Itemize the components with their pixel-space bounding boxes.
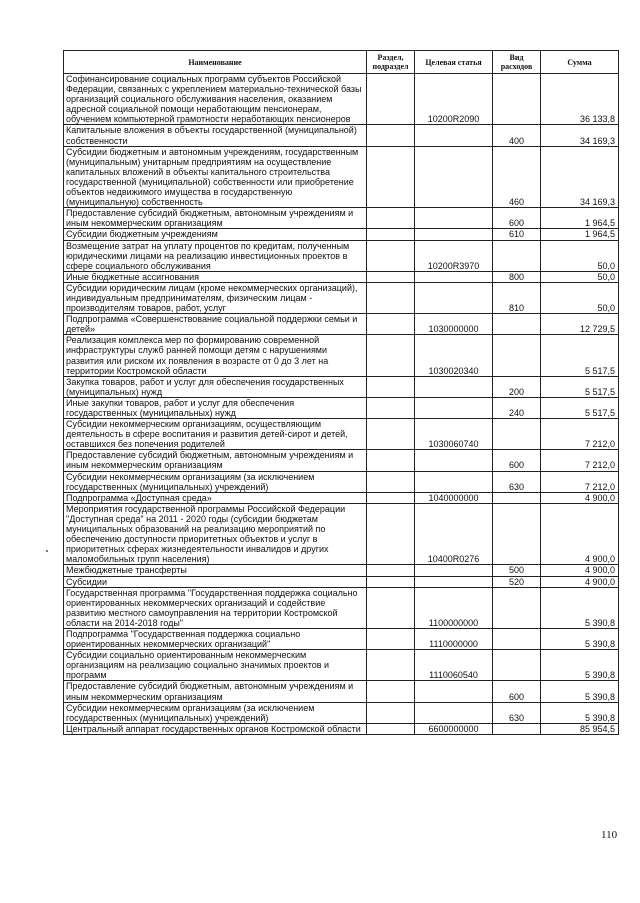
cell-section <box>367 587 415 628</box>
cell-target <box>415 397 493 418</box>
cell-name: Предоставление субсидий бюджетным, автономным учреждениям и иным некоммерческим организациям <box>64 681 367 702</box>
table-row <box>64 229 619 240</box>
table-row <box>64 471 619 492</box>
cell-target <box>415 282 493 313</box>
cell-expense-type <box>493 503 541 565</box>
cell-name: Подпрограмма «Доступная среда» <box>64 492 367 503</box>
cell-target <box>415 681 493 702</box>
cell-name: Межбюджетные трансферты <box>64 565 367 576</box>
table-row <box>64 723 619 734</box>
cell-section <box>367 628 415 649</box>
cell-amount: 1 964,5 <box>541 229 619 240</box>
cell-amount: 7 212,0 <box>541 450 619 471</box>
cell-target <box>415 271 493 282</box>
cell-expense-type <box>493 240 541 271</box>
cell-target <box>415 576 493 587</box>
cell-name: Мероприятия государственной программы Российской Федерации "Доступная среда" на 2011 - 2020 годы (субсидии бюджетам муниципальных образований на реализацию мероприятий по обеспечению доступности приоритетных объектов и услуг в приоритетных сферах жизнедеятельности инвалидов и других маломобильных групп населения) <box>64 503 367 565</box>
cell-target: 1110060540 <box>415 650 493 681</box>
cell-expense-type: 630 <box>493 471 541 492</box>
cell-target <box>415 450 493 471</box>
cell-section <box>367 282 415 313</box>
cell-amount: 5 517,5 <box>541 397 619 418</box>
cell-name: Предоставление субсидий бюджетным, автономным учреждениям и иным некоммерческим организациям <box>64 208 367 229</box>
cell-section <box>367 503 415 565</box>
page-number: 110 <box>601 829 618 841</box>
cell-expense-type <box>493 628 541 649</box>
cell-section <box>367 74 415 125</box>
cell-section <box>367 419 415 450</box>
cell-amount: 5 390,8 <box>541 587 619 628</box>
cell-expense-type: 630 <box>493 702 541 723</box>
cell-name: Иные закупки товаров, работ и услуг для обеспечения государственных (муниципальных) нужд <box>64 397 367 418</box>
cell-section <box>367 125 415 146</box>
cell-section <box>367 650 415 681</box>
table-row <box>64 650 619 681</box>
table-row <box>64 503 619 565</box>
cell-name: Подпрограмма «Совершенствование социальной поддержки семьи и детей» <box>64 314 367 335</box>
cell-expense-type: 600 <box>493 681 541 702</box>
cell-target <box>415 376 493 397</box>
cell-section <box>367 702 415 723</box>
cell-target: 1030020340 <box>415 335 493 376</box>
cell-expense-type: 610 <box>493 229 541 240</box>
cell-section <box>367 376 415 397</box>
cell-amount: 50,0 <box>541 282 619 313</box>
cell-expense-type: 500 <box>493 565 541 576</box>
cell-name: Возмещение затрат на уплату процентов по кредитам, полученным юридическими лицами на реализацию инвестиционных проектов в сфере социального обслуживания <box>64 240 367 271</box>
cell-target <box>415 125 493 146</box>
cell-section <box>367 723 415 734</box>
table-row <box>64 146 619 208</box>
table-row <box>64 240 619 271</box>
cell-amount: 36 133,8 <box>541 74 619 125</box>
cell-target: 1100000000 <box>415 587 493 628</box>
cell-section <box>367 146 415 208</box>
cell-amount: 50,0 <box>541 240 619 271</box>
table-row <box>64 335 619 376</box>
cell-name: Субсидии некоммерческим организациям (за исключением государственных (муниципальных) учреждений) <box>64 702 367 723</box>
cell-amount: 4 900,0 <box>541 503 619 565</box>
table-row <box>64 450 619 471</box>
cell-target: 1110000000 <box>415 628 493 649</box>
cell-expense-type: 520 <box>493 576 541 587</box>
cell-name: Субсидии некоммерческим организациям, осуществляющим деятельность в сфере воспитания и развития детей-сирот и детей, оставшихся без попечения родителей <box>64 419 367 450</box>
cell-expense-type: 400 <box>493 125 541 146</box>
table-row <box>64 314 619 335</box>
cell-section <box>367 229 415 240</box>
cell-name: Подпрограмма "Государственная поддержка социально ориентированных некоммерческих организаций" <box>64 628 367 649</box>
cell-amount: 5 517,5 <box>541 335 619 376</box>
cell-amount: 12 729,5 <box>541 314 619 335</box>
cell-expense-type: 240 <box>493 397 541 418</box>
table-row <box>64 492 619 503</box>
cell-section <box>367 565 415 576</box>
table-row <box>64 125 619 146</box>
table-row <box>64 282 619 313</box>
cell-expense-type <box>493 723 541 734</box>
budget-table <box>63 50 619 735</box>
cell-expense-type <box>493 419 541 450</box>
cell-name: Государственная программа "Государственная поддержка социально ориентированных некоммерческих организаций и содействие развитию местного самоуправления на территории Костромской области на 2014-2018 годы" <box>64 587 367 628</box>
cell-target <box>415 229 493 240</box>
cell-expense-type <box>493 587 541 628</box>
cell-expense-type <box>493 314 541 335</box>
table-row <box>64 702 619 723</box>
cell-name: Субсидии <box>64 576 367 587</box>
cell-name: Центральный аппарат государственных органов Костромской области <box>64 723 367 734</box>
cell-section <box>367 271 415 282</box>
cell-name: Капитальные вложения в объекты государственной (муниципальной) собственности <box>64 125 367 146</box>
cell-target: 10200R3970 <box>415 240 493 271</box>
table-row <box>64 376 619 397</box>
cell-amount: 34 169,3 <box>541 125 619 146</box>
cell-section <box>367 471 415 492</box>
cell-target: 10200R2090 <box>415 74 493 125</box>
cell-target: 10400R0276 <box>415 503 493 565</box>
cell-section <box>367 208 415 229</box>
cell-amount: 5 390,8 <box>541 702 619 723</box>
cell-section <box>367 240 415 271</box>
cell-name: Субсидии бюджетным и автономным учреждениям, государственным (муниципальным) унитарным предприятиям на осуществление капитальных вложений в объекты капитального строительства государственной (муниципальной) собственности или приобретение объектов недвижимого имущества в государственную (муниципальную) собственность <box>64 146 367 208</box>
cell-target <box>415 208 493 229</box>
cell-name: Реализация комплекса мер по формированию современной инфраструктуры служб ранней помощи детям с нарушениями развития или риском их появления в возрасте от 0 до 3 лет на территории Костромской области <box>64 335 367 376</box>
cell-amount: 7 212,0 <box>541 419 619 450</box>
table-header-row <box>64 51 619 74</box>
table-row <box>64 208 619 229</box>
cell-target: 1030060740 <box>415 419 493 450</box>
table-row <box>64 576 619 587</box>
cell-target: 6600000000 <box>415 723 493 734</box>
cell-expense-type: 800 <box>493 271 541 282</box>
cell-section <box>367 314 415 335</box>
table-row <box>64 681 619 702</box>
cell-expense-type <box>493 650 541 681</box>
cell-name: Субсидии некоммерческим организациям (за исключением государственных (муниципальных) учреждений) <box>64 471 367 492</box>
cell-section <box>367 576 415 587</box>
cell-amount: 4 900,0 <box>541 492 619 503</box>
header-expense-type: Вид расходов <box>493 51 541 74</box>
table-body <box>64 74 619 735</box>
cell-name: Субсидии юридическим лицам (кроме некоммерческих организаций), индивидуальным предпринимателям, физическим лицам - производителям товаров, работ, услуг <box>64 282 367 313</box>
cell-name: Субсидии социально ориентированным некоммерческим организациям на реализацию социально значимых проектов и программ <box>64 650 367 681</box>
table-row <box>64 419 619 450</box>
header-target: Целевая статья <box>415 51 493 74</box>
cell-amount: 7 212,0 <box>541 471 619 492</box>
cell-amount: 50,0 <box>541 271 619 282</box>
cell-amount: 5 390,8 <box>541 628 619 649</box>
cell-target <box>415 565 493 576</box>
cell-name: Софинансирование социальных программ субъектов Российской Федерации, связанных с укреплением материально-технической базы организаций социального обслуживания населения, оказанием адресной социальной помощи неработающим пенсионерам, обучением компьютерной грамотности неработающих пенсионеров <box>64 74 367 125</box>
cell-amount: 34 169,3 <box>541 146 619 208</box>
cell-target: 1040000000 <box>415 492 493 503</box>
cell-amount: 5 390,8 <box>541 650 619 681</box>
table-row <box>64 628 619 649</box>
cell-amount: 4 900,0 <box>541 576 619 587</box>
cell-section <box>367 397 415 418</box>
cell-target: 1030000000 <box>415 314 493 335</box>
table-row <box>64 271 619 282</box>
cell-name: Предоставление субсидий бюджетным, автономным учреждениям и иным некоммерческим организациям <box>64 450 367 471</box>
table-row <box>64 74 619 125</box>
cell-target <box>415 471 493 492</box>
cell-amount: 5 517,5 <box>541 376 619 397</box>
header-amount: Сумма <box>541 51 619 74</box>
cell-section <box>367 492 415 503</box>
cell-name: Закупка товаров, работ и услуг для обеспечения государственных (муниципальных) нужд <box>64 376 367 397</box>
cell-target <box>415 146 493 208</box>
cell-expense-type <box>493 74 541 125</box>
cell-amount: 1 964,5 <box>541 208 619 229</box>
table-row <box>64 397 619 418</box>
cell-amount: 4 900,0 <box>541 565 619 576</box>
cell-expense-type: 460 <box>493 146 541 208</box>
cell-name: Иные бюджетные ассигнования <box>64 271 367 282</box>
cell-expense-type: 810 <box>493 282 541 313</box>
cell-section <box>367 681 415 702</box>
cell-target <box>415 702 493 723</box>
table-row <box>64 565 619 576</box>
cell-expense-type <box>493 335 541 376</box>
header-section: Раздел, подраздел <box>367 51 415 74</box>
cell-expense-type: 600 <box>493 208 541 229</box>
cell-section <box>367 450 415 471</box>
cell-amount: 85 954,5 <box>541 723 619 734</box>
cell-section <box>367 335 415 376</box>
table-row <box>64 587 619 628</box>
cell-expense-type: 600 <box>493 450 541 471</box>
cell-expense-type: 200 <box>493 376 541 397</box>
header-name: Наименование <box>64 51 367 74</box>
cell-expense-type <box>493 492 541 503</box>
scan-speck <box>46 550 48 552</box>
cell-name: Субсидии бюджетным учреждениям <box>64 229 367 240</box>
cell-amount: 5 390,8 <box>541 681 619 702</box>
